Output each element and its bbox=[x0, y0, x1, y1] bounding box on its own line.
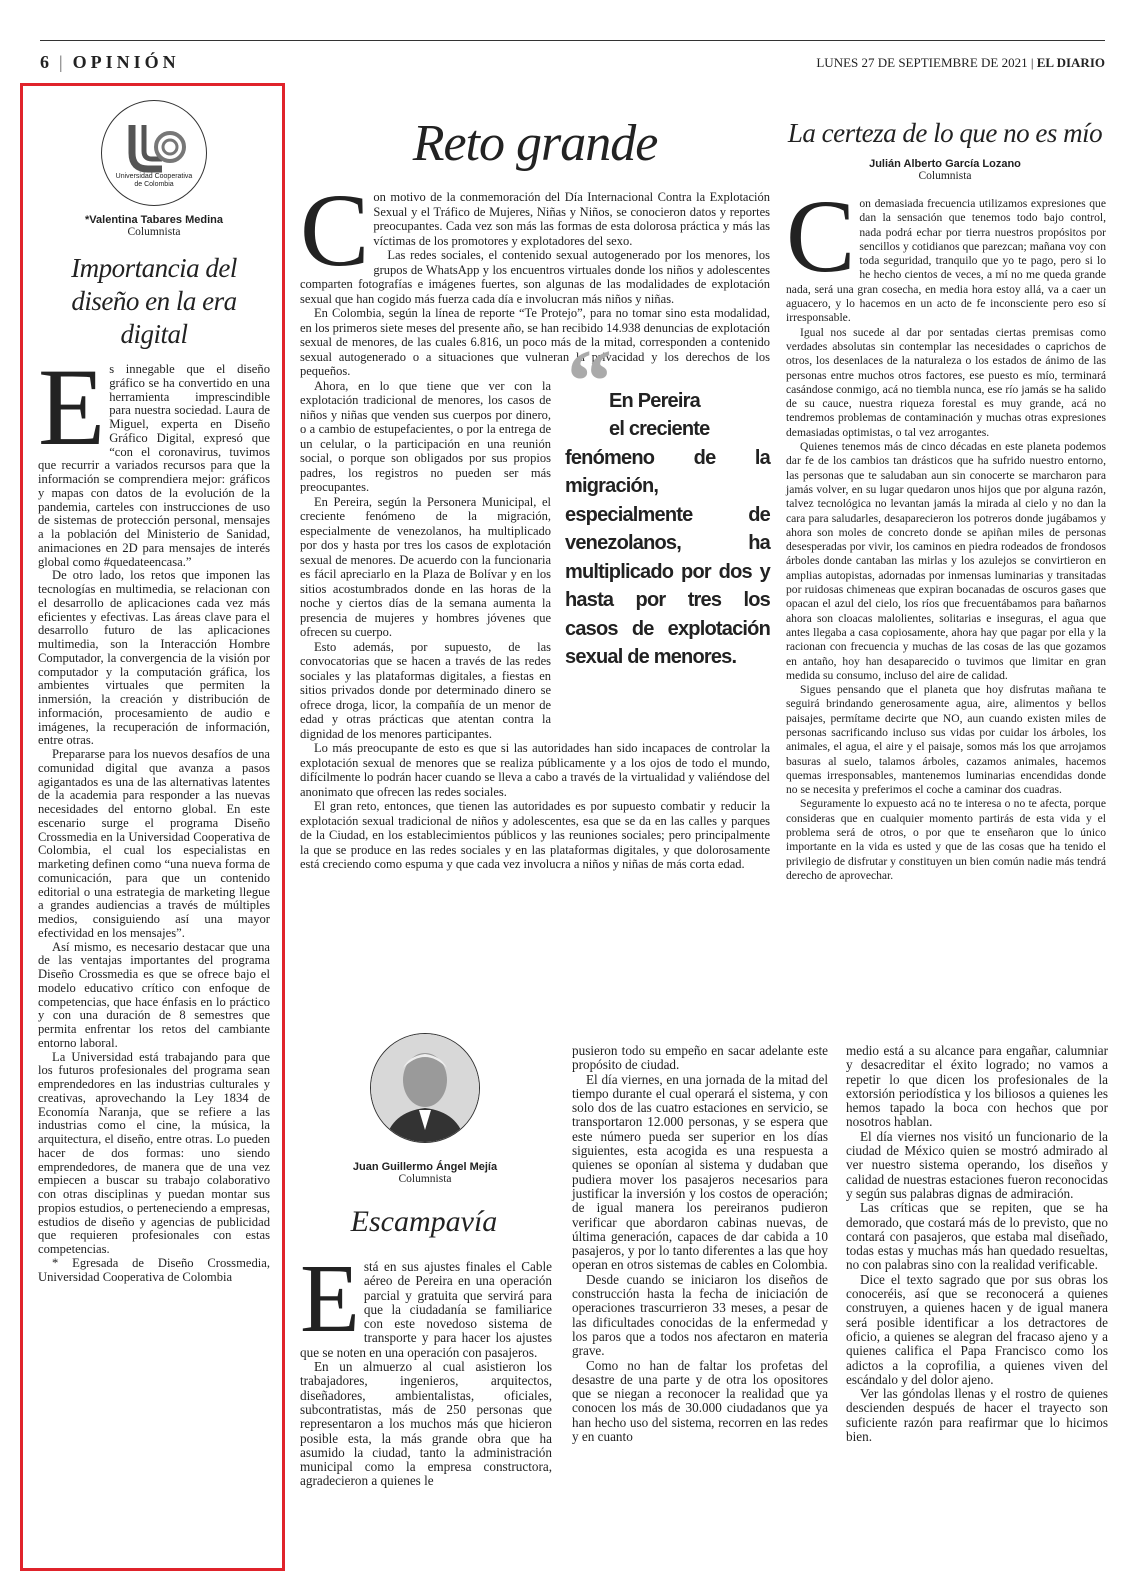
drop-cap: C bbox=[786, 179, 856, 294]
author-name: Julián Alberto García Lozano bbox=[869, 158, 1021, 170]
page-header bbox=[40, 52, 1105, 78]
paragraph: Las redes sociales, el contenido sexual autogenerado por los menores, los grupos de WhatsApp y los encuentros virtuales donde los niños y adolescentes comparten fotografías e imágenes fuertes, son algunas de las modalidades de explotación sexual que han cogido más fuerza cada día e involucran más niños y niñas. bbox=[300, 248, 770, 306]
paragraph: El día viernes, en una jornada de la mitad del tiempo durante el cual operará el sistema, y con solo dos de las cuatro estaciones en servicio, se transportaron 12.000 personas, y se espera que este número pueda ser superior en los días siguientes, esta acogida es una respuesta a quienes se oponían al sistema y dudaban que pudiera mover los pasajeros necesarios para justificar la inversión y los costos de operación; de igual manera los pereiranos pudieron verificar que abordaron cabinas nuevas, de última generación, capaces de dar cabida a 10 pasajeros, y por lo tanto diferentes a las que hoy operan en otros sistemas de cables en Colombia. bbox=[572, 1071, 828, 1273]
paragraph: Igual nos sucede al dar por sentadas ciertas premisas como verdades absolutas sin contemplar las necesidades o caprichos de otros, los desenlaces de la naturaleza o los estados de ánimo de las personas entre muchos otros factores, ese puesto es mío, terminará casándose conmigo, acá no tiembla nunca, ese río jamás se ha salido de su cauce, nuestra riqueza forestal es muy grande, acá no tendremos problemas de contaminación y muchas otras expresiones demasiadas optimistas, o tal vez arrogantes. bbox=[786, 325, 1106, 439]
paragraph: Lo más preocupante de esto es que si las autoridades han sido incapaces de controlar la explotación sexual de menores que se realiza públicamente y a los ojos de todo el mundo, difícilmente lo podrán hacer cuando se lleva a cabo a través de la virtualidad y valiéndose del anonimato que ofrecen las redes sociales. bbox=[300, 741, 770, 799]
paragraph: De otro lado, los retos que imponen las tecnologías en multimedia, se relacionan con el desarrollo de aplicaciones cada vez más eficientes y efectivas. Las áreas clave para el desarrollo futuro de las aplicaciones multimedia, son la Interacción Hombre Computador, la convergencia de la visión por computador y la computación gráfica, los ambientes virtuales que permiten la inmersión, la creación y distribución de información, procesamiento de audio e imágenes, la recuperación de información, entre otras. bbox=[38, 568, 270, 748]
paragraph: Ahora, en lo que tiene que ver con la explotación tradicional de menores, los casos de niños y niñas que venden sus cuerpos por dinero, o a cambio de estupefacientes, o por la entrega de un celular, o la participación en una reunión social, o porque son obligados por sus propios padres, los registros no pueden ser más preocupantes. bbox=[300, 378, 551, 494]
article-body bbox=[38, 346, 270, 1284]
paragraph: Está en sus ajustes finales el Cable aéreo de Pereira en una operación parcial y gratuita que servirá para que la ciudadanía se familiarice con este novedoso sistema de transporte y para hacer los ajustes que se noten en una operación con pasajeros. bbox=[300, 1245, 552, 1360]
author-name: Juan Guillermo Ángel Mejía bbox=[352, 1161, 498, 1173]
editorial-body bbox=[300, 173, 770, 872]
author-role: Columnista bbox=[398, 1173, 452, 1185]
university-logo bbox=[101, 100, 207, 206]
paragraph: Seguramente lo expuesto acá no te interesa o no te afecta, porque consideras que en cualquier momento partirás de esta vida y el problema será de otros, o por que te enseñaron que lo único importante en la vida es usted y que de las cosas que ha tenido el privilegio de disfrutar y constituyen un bien común nadie más tendrá derecho de aprovechar. bbox=[786, 797, 1106, 882]
paragraph: Con demasiada frecuencia utilizamos expresiones que dan la sensación que tenemos todo bajo control, nada podrá echar por tierra nuestros propósitos por sencillos y cotidianos que parezcan; mañana voy con toda seguridad, tranquilo que yo te pago, pero si lo he hecho cientos de veces, a mí no me queda grande nada, será una gran cosecha, en media hora estoy allá, va a caer un aguacero, y lo hacemos en un acto de fe inconsciente pero eso sí irresponsable. bbox=[786, 179, 1106, 325]
pull-quote bbox=[565, 331, 770, 717]
paragraph: Prepararse para los nuevos desafíos de una comunidad digital que avanza a pasos agigantados es una de las alternativas latentes de la academia para responder a las nuevas necesidades del entorno global. En este escenario surge el programa Diseño Crossmedia en la Universidad Cooperativa de Colombia, el cual los especialistas en marketing definen como “una nueva forma de comunicación, para que un contenido editorial o una estrategia de marketing llegue a grandes audiencias a través de múltiples medios, consiguiendo así una mayor efectividad en los mensajes”. bbox=[38, 747, 270, 940]
paragraph: Quienes tenemos más de cinco décadas en este planeta podemos dar fe de los cambios tan drásticos que ha sufrido nuestro entorno, las personas que te saludaban aun sin conocerte se marcharon para jamás volver, en su lugar quedaron unos hijos que por alguna razón, talvez tecnológica no levantan jamás la mirada al cielo y no dan la cara para saludarles, desaparecieron los potreros donde jugábamos y ahora son moles de concreto donde se apiñan miles de personas desesperadas por vivir, los caminos en piedra rodeados de frondosos árboles donde cantaban las mirlas y los azulejos se convirtieron en amplias autopistas, adornadas por inmensas luminarias y transitadas por ruidosas chimeneas que expiran bocanadas de oscuros gases que opacan el azul del cielo, los ríos que frecuentábamos para bañarnos ahora son cloacas malolientes, solitarias e inseguras, el agua que antes llegaba a casa copiosamente, ahora hay que pagar por ella y la racionan con frecuencia y muchas de las cosas de las que gozamos en antaño, hoy han desaparecido o tuvimos que limitar en gran medida su consumo, incluso del aire de calidad. bbox=[786, 440, 1106, 682]
paragraph: Ver las góndolas llenas y el rostro de quienes descienden después de hacer el trayecto son suficiente razón para reafirmar que lo hicimos bien. bbox=[846, 1386, 1108, 1445]
paragraph: La Universidad está trabajando para que los futuros profesionales del programa sean emprendedores en las industrias culturales y creativas, aprovechando la Ley 1834 de Economía Naranja, que se refiere a las industrias como el cine, la música, la arquitectura, el diseño, entre otras. Lo pueden hacer de dos formas: uno siendo emprendedores, de manera que de una vez empiecen a buscar su trabajo colaborativo con otras disciplinas y puedan montar sus propios estudios, o perteneciendo a empresas, estudios de diseño y agencias de publicidad que requieren profesionales con estas competencias. bbox=[38, 1049, 270, 1256]
drop-cap: C bbox=[300, 173, 370, 288]
paragraph: Dice el texto sagrado que por sus obras los conoceréis, así que se reconocerá a quienes construyen, a quienes hacen y de igual manera será posible identificar a los detractores de oficio, a quienes se alegran del fracaso ajeno y a quienes califica el Papa Francisco como los adictos a la coprofilia, a quienes viven del escándalo y del dolor ajeno. bbox=[846, 1271, 1108, 1387]
title-line-2: diseño en la era digital bbox=[71, 286, 237, 349]
column-body bbox=[300, 1245, 552, 1489]
portrait-icon bbox=[371, 1034, 479, 1142]
uc-logo-icon bbox=[102, 101, 206, 205]
page-number: 6 bbox=[40, 52, 53, 72]
paragraph: Las críticas que se repiten, que se ha demorado, que costará más de lo previsto, que no contará con pasajeros, que estaba mal diseñado, todas estas y muchas más han quedado resueltas, no con palabras sino con la realidad verificable. bbox=[846, 1200, 1108, 1273]
bottom-article-title: Escampavía bbox=[350, 1205, 498, 1238]
paragraph: pusieron todo su empeño en sacar adelante este propósito de ciudad. bbox=[572, 1043, 828, 1073]
quote-mark-icon: “ bbox=[567, 331, 612, 431]
column-body bbox=[572, 1044, 828, 1444]
date: LUNES 27 DE SEPTIEMBRE DE 2021 bbox=[816, 55, 1028, 70]
section-label: 6 | OPINIÓN bbox=[40, 52, 180, 72]
right-article bbox=[786, 179, 1106, 883]
title-line-1: Importancia del bbox=[71, 253, 237, 283]
logo-text-2: de Colombia bbox=[134, 181, 174, 188]
drop-cap: E bbox=[38, 346, 106, 468]
author-name: *Valentina Tabares Medina bbox=[85, 214, 223, 226]
right-article-body bbox=[786, 179, 1106, 883]
logo-text-1: Universidad Cooperativa bbox=[115, 173, 193, 180]
left-article bbox=[38, 100, 270, 1284]
dateline: LUNES 27 DE SEPTIEMBRE DE 2021 | EL DIARIO bbox=[816, 55, 1105, 70]
editorial-article bbox=[300, 173, 770, 872]
paragraph: En un almuerzo al cual asistieron los trabajadores, ingenieros, arquitectos, diseñadores, ambientalistas, oficiales, subcontratistas, más de 250 personas que representaron a los muchos más que hicieron posible esta, la más grande obra que ha asumido la ciudad, tanto la administración municipal como la empresa constructora, agradecieron a quienes le bbox=[300, 1359, 552, 1489]
editorial-title: Reto grande bbox=[412, 115, 658, 172]
drop-cap: E bbox=[300, 1245, 360, 1353]
paragraph: Así mismo, es necesario destacar que una de las ventajas importantes del programa Diseño Crossmedia es que se ofrece bajo el modelo educativo crítico con enfoque de competencias, que hace énfasis en lo práctico y con una duración de 8 semestres que permita enfrentar los retos del cambiante entorno laboral. bbox=[38, 939, 270, 1050]
paper-name: EL DIARIO bbox=[1036, 55, 1105, 70]
paragraph: En Pereira, según la Personera Municipal, el creciente fenómeno de la migración, especialmente de venezolanos, ha multiplicado por dos y hasta por tres los casos de explotación sexual de menores. De acuerdo con la funcionaria es fácil apreciarlo en la Plaza de Bolívar y en los sitios acostumbrados donde en las horas de la noche y ciertos días de la semana aumenta la presencia de mujeres y hombres jóvenes que ofrecen su cuerpo. bbox=[300, 494, 551, 639]
paragraph: Como no han de faltar los profetas del desastre de una parte y de otra los opositores que se niegan a reconocer la realidad que ya conocen los más de 30.000 ciudadanos que ya han hecho uso del sistema, recorren en las redes y en cuanto bbox=[572, 1357, 828, 1445]
paragraph: Con motivo de la conmemoración del Día Internacional Contra la Explotación Sexual y el Tráfico de Mujeres, Niñas y Niños, se conocieron datos y reportes preocupantes. Cada vez son más las formas de esta dolorosa práctica y más las víctimas de los promotores y explotadores del sexo. bbox=[300, 173, 770, 288]
paragraph: Sigues pensando que el planeta que hoy disfrutas mañana te seguirá brindando generosamente agua, aire, alimentos y bellos paisajes, permítame decirte que NO, aun cuando existen miles de personas sacrificando incluso sus vidas por cuidar los árboles, los animales, el agua, el aire y el paisaje, somos más los que arrojamos basuras al suelo, talamos árboles, cazamos animales, hacemos quemas irresponsables, mantenemos luminarias encendidas donde no se necesita y preferimos el coche a caminar dos cuadras. bbox=[786, 683, 1106, 797]
bottom-byline bbox=[336, 1161, 514, 1185]
footnote: * Egresada de Diseño Crossmedia, Universidad Cooperativa de Colombia bbox=[38, 1255, 270, 1284]
author-role: Columnista bbox=[918, 170, 972, 182]
bottom-column-3 bbox=[846, 1044, 1108, 1444]
bottom-column-2 bbox=[572, 1044, 828, 1444]
column-body bbox=[846, 1044, 1108, 1444]
section-name: OPINIÓN bbox=[72, 52, 180, 72]
paragraph: El día viernes nos visitó un funcionario de la ciudad de México quien se mostró admirado al ver nuestro sistema operando, los diseños y calidad de nuestras estaciones fueron reconocidas y según sus palabras dignas de admiración. bbox=[846, 1128, 1108, 1201]
paragraph: Es innegable que el diseño gráfico se ha convertido en una herramienta imprescindible para nuestra sociedad. Laura de Miguel, experta en Diseño Gráfico Digital, expresó que “con el coronavirus, tuvimos que recurrir a variados recursos para que la información se comprendiera mejor: gráficos y mapas con datos de la evolución de la pandemia, carteles con instrucciones de uso de sistemas de protección personal, mensajes a la población del Ministerio de Sanidad, animaciones en 2D para mensajes de interés global como #quedateencasa.” bbox=[38, 346, 270, 569]
right-article-title: La certeza de lo que no es mío bbox=[787, 118, 1103, 148]
paragraph: El gran reto, entonces, que tienen las autoridades es por supuesto combatir y reducir la explotación sexual tradicional de niños y adolescentes, esa que se da en las calles y parques de la Ciudad, en los establecimientos públicos y las reuniones sociales; pero principalmente la que se produce en las redes sociales y en las plataformas digitales, y que dolorosamente está creciendo como espuma y que cada vez involucra a niños y niñas de más corta edad. bbox=[300, 799, 770, 871]
quote-text: En Pereira el creciente fenómeno de la migración, especialmente de venezolanos, ha multiplicado por dos y hasta por tres los casos de explotación sexual de menores. bbox=[565, 389, 770, 668]
paragraph: En Colombia, según la línea de reporte “Te Protejo”, para no tomar sino esta modalidad, en los primeros siete meses del presente año, se han recibido 14.938 denuncias de explotación sexual de menores, de las cuales 6.816, un poco más de la mitad, corresponden a contenido sexual autogenerado o a situaciones que vulneran la privacidad y los derechos de los pequeños. bbox=[300, 306, 770, 378]
top-rule bbox=[40, 40, 1105, 41]
paragraph: Esto además, por supuesto, de las convocatorias que se hacen a través de las redes sociales y las plataformas digitales, a fiestas en sitios privados donde por determinado dinero se ofrece droga, licor, la compañía de un menor de edad y otras prácticas que atentan contra la dignidad de los menores participantes. bbox=[300, 639, 551, 741]
article-title bbox=[38, 252, 270, 351]
paragraph: Desde cuando se iniciaron los diseños de construcción hasta la fecha de iniciación de operaciones trascurrieron 33 meses, a pesar de las dificultades conocidas de la enfermedad y los paros que a todos nos afectaron en materia grave. bbox=[572, 1271, 828, 1359]
bottom-column-1 bbox=[300, 1245, 552, 1489]
author-role: Columnista bbox=[127, 226, 181, 238]
paragraph: medio está a su alcance para engañar, calumniar y desacreditar el éxito logrado; no vamos a repetir lo que dicen los profesionales de la extorsión periodística y los biliosos a quienes les hemos tapado la boca con hechos que por nosotros hablan. bbox=[846, 1043, 1108, 1130]
author-photo bbox=[370, 1033, 480, 1143]
